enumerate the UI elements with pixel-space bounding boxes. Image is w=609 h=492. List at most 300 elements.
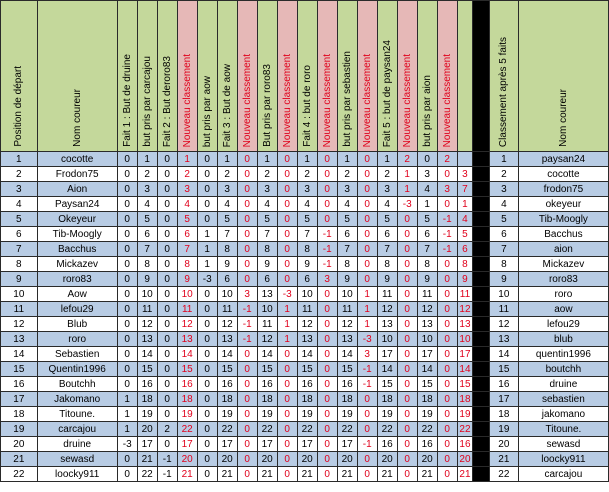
- cell-event-13[interactable]: 0: [357, 452, 377, 467]
- cell-event-11[interactable]: -1: [317, 227, 337, 242]
- cell-final-runner[interactable]: cocotte: [518, 167, 608, 182]
- cell-event-12[interactable]: 5: [337, 212, 357, 227]
- cell-event-17[interactable]: 0: [437, 362, 457, 377]
- cell-separator[interactable]: [473, 362, 490, 377]
- cell-event-17[interactable]: 0: [437, 197, 457, 212]
- cell-event-12[interactable]: 6: [337, 227, 357, 242]
- cell-event-11[interactable]: 0: [317, 452, 337, 467]
- cell-event-3[interactable]: 2: [157, 422, 177, 437]
- cell-final-runner[interactable]: druine: [518, 377, 608, 392]
- cell-event-1[interactable]: 0: [117, 377, 137, 392]
- cell-event-8[interactable]: 18: [257, 392, 277, 407]
- cell-event-10[interactable]: 22: [297, 422, 317, 437]
- cell-runner-name[interactable]: Paysan24: [37, 197, 117, 212]
- cell-event-6[interactable]: 7: [217, 227, 237, 242]
- cell-event-1[interactable]: 0: [117, 287, 137, 302]
- cell-event-6[interactable]: 14: [217, 347, 237, 362]
- cell-final-runner[interactable]: Titoune.: [518, 422, 608, 437]
- cell-event-10[interactable]: 14: [297, 347, 317, 362]
- cell-event-5[interactable]: 0: [197, 197, 217, 212]
- cell-position[interactable]: 15: [1, 362, 38, 377]
- cell-event-12[interactable]: 21: [337, 467, 357, 482]
- cell-final-rank[interactable]: 13: [489, 332, 518, 347]
- cell-event-17[interactable]: 3: [437, 182, 457, 197]
- cell-event-9[interactable]: 0: [277, 212, 297, 227]
- cell-event-11[interactable]: -1: [317, 242, 337, 257]
- cell-event-17[interactable]: 0: [437, 407, 457, 422]
- cell-event-18[interactable]: 11: [457, 287, 473, 302]
- cell-event-8[interactable]: 16: [257, 377, 277, 392]
- cell-runner-name[interactable]: druine: [37, 437, 117, 452]
- cell-separator[interactable]: [473, 452, 490, 467]
- cell-event-5[interactable]: 0: [197, 452, 217, 467]
- cell-event-10[interactable]: 12: [297, 317, 317, 332]
- cell-runner-name[interactable]: loocky911: [37, 467, 117, 482]
- cell-event-13[interactable]: 0: [357, 242, 377, 257]
- cell-event-15[interactable]: 0: [397, 377, 417, 392]
- cell-event-18[interactable]: 8: [457, 257, 473, 272]
- cell-event-8[interactable]: 15: [257, 362, 277, 377]
- cell-event-14[interactable]: 9: [377, 272, 397, 287]
- cell-event-6[interactable]: 12: [217, 317, 237, 332]
- cell-event-5[interactable]: 0: [197, 362, 217, 377]
- cell-event-7[interactable]: 0: [237, 167, 257, 182]
- cell-event-10[interactable]: 17: [297, 437, 317, 452]
- cell-event-18[interactable]: 10: [457, 332, 473, 347]
- cell-event-1[interactable]: 0: [117, 452, 137, 467]
- cell-event-14[interactable]: 10: [377, 332, 397, 347]
- cell-runner-name[interactable]: Frodon75: [37, 167, 117, 182]
- cell-final-rank[interactable]: 9: [489, 272, 518, 287]
- cell-event-4[interactable]: 2: [177, 167, 197, 182]
- cell-event-7[interactable]: 0: [237, 197, 257, 212]
- cell-event-8[interactable]: 17: [257, 437, 277, 452]
- cell-event-1[interactable]: 1: [117, 407, 137, 422]
- cell-event-12[interactable]: 1: [337, 152, 357, 167]
- cell-event-12[interactable]: 8: [337, 257, 357, 272]
- cell-event-3[interactable]: 0: [157, 167, 177, 182]
- cell-event-18[interactable]: 15: [457, 377, 473, 392]
- cell-event-11[interactable]: 0: [317, 362, 337, 377]
- cell-event-11[interactable]: 0: [317, 152, 337, 167]
- cell-event-11[interactable]: 0: [317, 437, 337, 452]
- cell-event-14[interactable]: 7: [377, 242, 397, 257]
- cell-event-16[interactable]: 9: [417, 272, 437, 287]
- cell-event-13[interactable]: 1: [357, 287, 377, 302]
- cell-event-5[interactable]: 1: [197, 242, 217, 257]
- header-event-9[interactable]: [277, 1, 297, 152]
- cell-final-rank[interactable]: 21: [489, 452, 518, 467]
- cell-event-5[interactable]: 0: [197, 377, 217, 392]
- cell-final-rank[interactable]: 19: [489, 422, 518, 437]
- cell-event-6[interactable]: 21: [217, 467, 237, 482]
- cell-event-14[interactable]: 8: [377, 257, 397, 272]
- cell-event-17[interactable]: 0: [437, 437, 457, 452]
- cell-event-16[interactable]: 10: [417, 332, 437, 347]
- cell-event-17[interactable]: 0: [437, 257, 457, 272]
- cell-event-8[interactable]: 2: [257, 167, 277, 182]
- cell-event-13[interactable]: 0: [357, 272, 377, 287]
- cell-event-2[interactable]: 6: [137, 227, 157, 242]
- cell-final-runner[interactable]: sebastien: [518, 392, 608, 407]
- header-event-12[interactable]: [337, 1, 357, 152]
- cell-event-16[interactable]: 13: [417, 317, 437, 332]
- cell-event-18[interactable]: 7: [457, 182, 473, 197]
- cell-runner-name[interactable]: Okeyeur: [37, 212, 117, 227]
- cell-event-17[interactable]: -1: [437, 242, 457, 257]
- cell-event-6[interactable]: 16: [217, 377, 237, 392]
- cell-event-4[interactable]: 4: [177, 197, 197, 212]
- cell-event-7[interactable]: 0: [237, 257, 257, 272]
- cell-event-11[interactable]: 0: [317, 422, 337, 437]
- cell-event-18[interactable]: 14: [457, 362, 473, 377]
- cell-event-2[interactable]: 20: [137, 422, 157, 437]
- cell-event-17[interactable]: 0: [437, 317, 457, 332]
- header-event-16[interactable]: [417, 1, 437, 152]
- cell-position[interactable]: 8: [1, 257, 38, 272]
- cell-event-9[interactable]: 0: [277, 392, 297, 407]
- cell-event-4[interactable]: 6: [177, 227, 197, 242]
- cell-event-16[interactable]: 18: [417, 392, 437, 407]
- cell-event-13[interactable]: 0: [357, 257, 377, 272]
- cell-event-12[interactable]: 20: [337, 452, 357, 467]
- cell-event-5[interactable]: 0: [197, 407, 217, 422]
- cell-event-3[interactable]: 0: [157, 347, 177, 362]
- cell-event-6[interactable]: 3: [217, 182, 237, 197]
- header-event-11[interactable]: [317, 1, 337, 152]
- cell-event-15[interactable]: 0: [397, 347, 417, 362]
- cell-event-14[interactable]: 14: [377, 362, 397, 377]
- cell-event-6[interactable]: 6: [217, 272, 237, 287]
- cell-event-5[interactable]: 0: [197, 332, 217, 347]
- cell-event-4[interactable]: 8: [177, 257, 197, 272]
- cell-position[interactable]: 3: [1, 182, 38, 197]
- cell-event-2[interactable]: 18: [137, 392, 157, 407]
- cell-event-10[interactable]: 15: [297, 362, 317, 377]
- cell-event-7[interactable]: 0: [237, 452, 257, 467]
- cell-event-16[interactable]: 21: [417, 467, 437, 482]
- cell-event-7[interactable]: -1: [237, 317, 257, 332]
- cell-event-10[interactable]: 4: [297, 197, 317, 212]
- cell-event-2[interactable]: 12: [137, 317, 157, 332]
- cell-event-8[interactable]: 12: [257, 332, 277, 347]
- header-event-7[interactable]: [237, 1, 257, 152]
- cell-event-13[interactable]: -1: [357, 437, 377, 452]
- cell-event-14[interactable]: 20: [377, 452, 397, 467]
- cell-runner-name[interactable]: cocotte: [37, 152, 117, 167]
- cell-event-13[interactable]: 0: [357, 182, 377, 197]
- cell-position[interactable]: 7: [1, 242, 38, 257]
- cell-event-16[interactable]: 17: [417, 347, 437, 362]
- cell-event-3[interactable]: 0: [157, 332, 177, 347]
- cell-event-16[interactable]: 8: [417, 257, 437, 272]
- cell-event-8[interactable]: 22: [257, 422, 277, 437]
- cell-event-1[interactable]: 0: [117, 302, 137, 317]
- cell-event-11[interactable]: 0: [317, 392, 337, 407]
- cell-position[interactable]: 1: [1, 152, 38, 167]
- cell-event-18[interactable]: 12: [457, 302, 473, 317]
- cell-event-9[interactable]: 0: [277, 227, 297, 242]
- cell-final-runner[interactable]: Mickazev: [518, 257, 608, 272]
- cell-event-6[interactable]: 15: [217, 362, 237, 377]
- cell-event-17[interactable]: 0: [437, 377, 457, 392]
- cell-position[interactable]: 17: [1, 392, 38, 407]
- cell-event-2[interactable]: 4: [137, 197, 157, 212]
- cell-event-16[interactable]: 7: [417, 242, 437, 257]
- cell-runner-name[interactable]: Titoune.: [37, 407, 117, 422]
- cell-event-9[interactable]: 0: [277, 347, 297, 362]
- cell-event-4[interactable]: 15: [177, 362, 197, 377]
- cell-final-runner[interactable]: carcajou: [518, 467, 608, 482]
- cell-event-2[interactable]: 22: [137, 467, 157, 482]
- cell-event-7[interactable]: 0: [237, 152, 257, 167]
- cell-event-18[interactable]: 4: [457, 212, 473, 227]
- cell-event-9[interactable]: 0: [277, 422, 297, 437]
- cell-event-14[interactable]: 13: [377, 317, 397, 332]
- cell-event-5[interactable]: 0: [197, 392, 217, 407]
- cell-position[interactable]: 19: [1, 422, 38, 437]
- cell-event-17[interactable]: 0: [437, 302, 457, 317]
- header-event-13[interactable]: [357, 1, 377, 152]
- cell-event-7[interactable]: -1: [237, 302, 257, 317]
- cell-event-17[interactable]: -1: [437, 212, 457, 227]
- header-event-2[interactable]: [137, 1, 157, 152]
- cell-event-10[interactable]: 9: [297, 257, 317, 272]
- cell-event-7[interactable]: -1: [237, 332, 257, 347]
- cell-event-10[interactable]: 20: [297, 452, 317, 467]
- cell-event-3[interactable]: 0: [157, 182, 177, 197]
- cell-event-4[interactable]: 21: [177, 467, 197, 482]
- cell-event-7[interactable]: 0: [237, 392, 257, 407]
- cell-runner-name[interactable]: sewasd: [37, 452, 117, 467]
- cell-final-runner[interactable]: aow: [518, 302, 608, 317]
- cell-final-runner[interactable]: sewasd: [518, 437, 608, 452]
- cell-separator[interactable]: [473, 227, 490, 242]
- cell-event-13[interactable]: 0: [357, 152, 377, 167]
- cell-event-4[interactable]: 16: [177, 377, 197, 392]
- header-event-4[interactable]: [177, 1, 197, 152]
- cell-event-10[interactable]: 6: [297, 272, 317, 287]
- cell-event-10[interactable]: 8: [297, 242, 317, 257]
- cell-event-13[interactable]: -3: [357, 332, 377, 347]
- cell-event-18[interactable]: 22: [457, 422, 473, 437]
- cell-event-13[interactable]: 1: [357, 317, 377, 332]
- cell-event-5[interactable]: 0: [197, 287, 217, 302]
- cell-event-8[interactable]: 6: [257, 272, 277, 287]
- cell-final-rank[interactable]: 2: [489, 167, 518, 182]
- cell-event-10[interactable]: 1: [297, 152, 317, 167]
- cell-position[interactable]: 4: [1, 197, 38, 212]
- header-event-10[interactable]: [297, 1, 317, 152]
- cell-event-2[interactable]: 8: [137, 257, 157, 272]
- cell-event-5[interactable]: 0: [197, 467, 217, 482]
- cell-event-13[interactable]: 0: [357, 422, 377, 437]
- cell-event-9[interactable]: 0: [277, 452, 297, 467]
- cell-event-7[interactable]: 0: [237, 437, 257, 452]
- cell-event-15[interactable]: 0: [397, 302, 417, 317]
- cell-event-5[interactable]: 0: [197, 212, 217, 227]
- cell-event-1[interactable]: 0: [117, 167, 137, 182]
- cell-event-12[interactable]: 14: [337, 347, 357, 362]
- cell-event-11[interactable]: 0: [317, 212, 337, 227]
- cell-event-17[interactable]: 0: [437, 287, 457, 302]
- cell-runner-name[interactable]: roro: [37, 332, 117, 347]
- cell-final-runner[interactable]: blub: [518, 332, 608, 347]
- cell-event-6[interactable]: 13: [217, 332, 237, 347]
- cell-position[interactable]: 6: [1, 227, 38, 242]
- cell-event-15[interactable]: 0: [397, 227, 417, 242]
- cell-separator[interactable]: [473, 197, 490, 212]
- cell-event-15[interactable]: 0: [397, 242, 417, 257]
- cell-event-15[interactable]: 0: [397, 467, 417, 482]
- cell-final-rank[interactable]: 4: [489, 197, 518, 212]
- cell-event-3[interactable]: 0: [157, 212, 177, 227]
- cell-separator[interactable]: [473, 317, 490, 332]
- cell-event-1[interactable]: 0: [117, 197, 137, 212]
- cell-final-rank[interactable]: 15: [489, 362, 518, 377]
- cell-position[interactable]: 13: [1, 332, 38, 347]
- cell-event-16[interactable]: 6: [417, 227, 437, 242]
- cell-event-7[interactable]: 0: [237, 362, 257, 377]
- cell-event-13[interactable]: 0: [357, 167, 377, 182]
- cell-event-15[interactable]: 0: [397, 287, 417, 302]
- cell-event-5[interactable]: 0: [197, 302, 217, 317]
- cell-event-11[interactable]: 0: [317, 407, 337, 422]
- cell-event-5[interactable]: -3: [197, 272, 217, 287]
- cell-event-15[interactable]: 1: [397, 167, 417, 182]
- cell-event-5[interactable]: 0: [197, 317, 217, 332]
- cell-separator[interactable]: [473, 422, 490, 437]
- cell-event-6[interactable]: 18: [217, 392, 237, 407]
- cell-event-8[interactable]: 19: [257, 407, 277, 422]
- cell-event-14[interactable]: 12: [377, 302, 397, 317]
- cell-event-11[interactable]: 0: [317, 332, 337, 347]
- cell-event-3[interactable]: 0: [157, 392, 177, 407]
- cell-event-4[interactable]: 22: [177, 422, 197, 437]
- cell-event-14[interactable]: 19: [377, 407, 397, 422]
- cell-final-runner[interactable]: Bacchus: [518, 227, 608, 242]
- cell-event-7[interactable]: 0: [237, 212, 257, 227]
- cell-event-4[interactable]: 13: [177, 332, 197, 347]
- cell-event-8[interactable]: 7: [257, 227, 277, 242]
- cell-event-18[interactable]: 9: [457, 272, 473, 287]
- cell-event-10[interactable]: 7: [297, 227, 317, 242]
- cell-event-10[interactable]: 5: [297, 212, 317, 227]
- cell-event-4[interactable]: 18: [177, 392, 197, 407]
- cell-event-18[interactable]: 21: [457, 467, 473, 482]
- cell-event-1[interactable]: 0: [117, 257, 137, 272]
- header-final-runner[interactable]: [518, 1, 608, 152]
- cell-event-3[interactable]: 0: [157, 317, 177, 332]
- header-spacer[interactable]: [457, 1, 473, 152]
- cell-event-10[interactable]: 10: [297, 287, 317, 302]
- cell-event-11[interactable]: 0: [317, 302, 337, 317]
- cell-runner-name[interactable]: Tib-Moogly: [37, 227, 117, 242]
- cell-event-1[interactable]: 0: [117, 332, 137, 347]
- cell-event-10[interactable]: 18: [297, 392, 317, 407]
- cell-event-2[interactable]: 13: [137, 332, 157, 347]
- cell-event-5[interactable]: 0: [197, 182, 217, 197]
- cell-final-rank[interactable]: 11: [489, 302, 518, 317]
- cell-event-15[interactable]: 0: [397, 332, 417, 347]
- cell-event-14[interactable]: 21: [377, 467, 397, 482]
- cell-event-5[interactable]: 1: [197, 257, 217, 272]
- cell-event-14[interactable]: 3: [377, 182, 397, 197]
- cell-final-rank[interactable]: 1: [489, 152, 518, 167]
- cell-runner-name[interactable]: Boutchh: [37, 377, 117, 392]
- cell-separator[interactable]: [473, 182, 490, 197]
- cell-event-10[interactable]: 3: [297, 182, 317, 197]
- header-event-1[interactable]: [117, 1, 137, 152]
- cell-event-2[interactable]: 3: [137, 182, 157, 197]
- cell-event-1[interactable]: 0: [117, 212, 137, 227]
- cell-event-9[interactable]: 1: [277, 317, 297, 332]
- cell-event-12[interactable]: 9: [337, 272, 357, 287]
- cell-event-6[interactable]: 4: [217, 197, 237, 212]
- cell-event-12[interactable]: 15: [337, 362, 357, 377]
- cell-event-8[interactable]: 21: [257, 467, 277, 482]
- cell-event-11[interactable]: 0: [317, 467, 337, 482]
- cell-event-4[interactable]: 10: [177, 287, 197, 302]
- cell-event-15[interactable]: 1: [397, 182, 417, 197]
- cell-event-13[interactable]: 3: [357, 347, 377, 362]
- cell-event-5[interactable]: 1: [197, 227, 217, 242]
- cell-event-17[interactable]: 0: [437, 392, 457, 407]
- cell-event-13[interactable]: 0: [357, 212, 377, 227]
- cell-event-2[interactable]: 10: [137, 287, 157, 302]
- cell-event-7[interactable]: 0: [237, 227, 257, 242]
- cell-separator[interactable]: [473, 332, 490, 347]
- cell-separator[interactable]: [473, 152, 490, 167]
- cell-event-17[interactable]: 0: [437, 452, 457, 467]
- cell-event-15[interactable]: 2: [397, 152, 417, 167]
- cell-event-3[interactable]: 0: [157, 407, 177, 422]
- cell-event-16[interactable]: 12: [417, 302, 437, 317]
- header-event-5[interactable]: [197, 1, 217, 152]
- cell-event-1[interactable]: 0: [117, 242, 137, 257]
- cell-event-1[interactable]: 0: [117, 227, 137, 242]
- cell-event-3[interactable]: 0: [157, 257, 177, 272]
- cell-separator[interactable]: [473, 167, 490, 182]
- cell-event-1[interactable]: 0: [117, 317, 137, 332]
- cell-event-13[interactable]: 0: [357, 227, 377, 242]
- cell-runner-name[interactable]: Mickazev: [37, 257, 117, 272]
- cell-event-6[interactable]: 17: [217, 437, 237, 452]
- cell-event-4[interactable]: 7: [177, 242, 197, 257]
- cell-event-4[interactable]: 20: [177, 452, 197, 467]
- cell-final-runner[interactable]: roro83: [518, 272, 608, 287]
- cell-event-15[interactable]: 0: [397, 392, 417, 407]
- cell-final-rank[interactable]: 12: [489, 317, 518, 332]
- cell-separator[interactable]: [473, 467, 490, 482]
- cell-event-12[interactable]: 4: [337, 197, 357, 212]
- cell-event-14[interactable]: 2: [377, 167, 397, 182]
- cell-event-2[interactable]: 1: [137, 152, 157, 167]
- cell-event-9[interactable]: -3: [277, 287, 297, 302]
- cell-final-rank[interactable]: 8: [489, 257, 518, 272]
- cell-event-16[interactable]: 5: [417, 212, 437, 227]
- cell-event-1[interactable]: 0: [117, 347, 137, 362]
- cell-event-16[interactable]: 0: [417, 152, 437, 167]
- cell-final-runner[interactable]: frodon75: [518, 182, 608, 197]
- header-event-15[interactable]: [397, 1, 417, 152]
- cell-event-5[interactable]: 0: [197, 152, 217, 167]
- cell-position[interactable]: 18: [1, 407, 38, 422]
- cell-event-4[interactable]: 3: [177, 182, 197, 197]
- cell-event-4[interactable]: 12: [177, 317, 197, 332]
- header-runner[interactable]: [37, 1, 117, 152]
- cell-event-7[interactable]: 0: [237, 407, 257, 422]
